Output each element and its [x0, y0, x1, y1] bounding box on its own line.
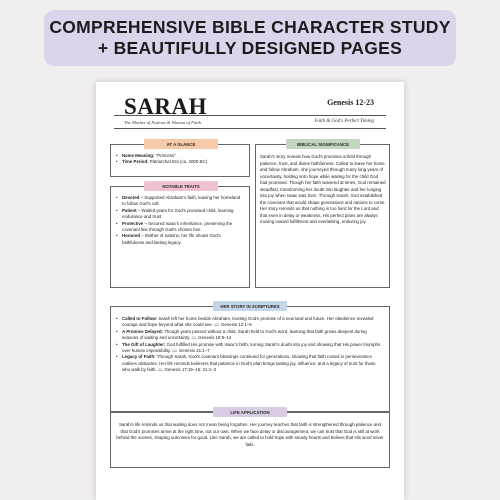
list-item: • The Gift of Laughter: God fulfilled His promise with Isaac's birth, turning Sarah's doubt into joy and showing that His power triumphs over human impossibility. 📖 Genesis 21:1–7 [116, 342, 384, 355]
header-rule-top [114, 115, 386, 116]
page-title: SARAH [124, 94, 208, 119]
biblical-significance-text: Sarah's story reveals how God's promises unfold through patience, trust, and divine faithfulness. Called to leave her home and follow Abraham, she journeyed through many long years of uncertainty, holding onto hope while waiting for the child God had promised. Though her faith wavered at times, God remained steadfast, transforming her doubt into laughter and her longing into joy when Isaac was born. Through Sarah, God established the covenant that would shape generations and nations to come. Her story reminds us that nothing is too hard for the Lord and that even in delay or weakness, His perfect plans are always moving toward fulfillment and everlasting, enduring joy. [260, 154, 386, 224]
list-item: • Patient – Waited years for God's promised child, learning endurance and trust. [116, 208, 244, 221]
header-rule-bottom [114, 128, 386, 129]
life-application-text: Sarah's life reminds us that waiting does not mean being forgotten. Her journey teaches that faith is strengthened through patience and that God's promises arrive at the right time, not our own. When we face delay or discouragement, we can trust that God is still at work behind the scenes, shaping outcomes for good. Like Sarah, we are called to hold hope with steady hearts and believe that His word never fails. [116, 422, 384, 447]
list-item: • A Promise Delayed: Though years passed without a child, Sarah held to God's word, learning that faith grows deepest during seasons of waiting and uncertainty. 📖 Genesis 18:9–14 [116, 329, 384, 342]
banner-line-2: + BEAUTIFULLY DESIGNED PAGES [97, 38, 403, 58]
biblical-significance-heading: BIBLICAL SIGNIFICANCE [286, 139, 360, 149]
her-story-heading: HER STORY IN SCRIPTURES [213, 301, 287, 311]
reference-subtitle: Faith & God's Perfect Timing [314, 119, 374, 124]
list-item: • Called to Follow: Sarah left her home beside Abraham, trusting God's promise of a new land and future. Her obedience revealed courage and hope beyond what she could see. 📖 Genesis 12:1–5 [116, 316, 384, 329]
list-item: • Devoted – Supported Abraham's faith, leaving her homeland to follow God's call. [116, 195, 244, 208]
list-item: • Protective – Secured Isaac's inheritance, preserving the covenant line through God's chosen heir. [116, 221, 244, 234]
notable-traits-heading: NOTABLE TRAITS [144, 181, 218, 191]
at-a-glance-list [116, 153, 244, 166]
list-item: • Honored – Mother of nations, her life shows God's faithfulness and lasting legacy. [116, 233, 244, 246]
banner-line-1: COMPREHENSIVE BIBLE CHARACTER STUDY [49, 17, 451, 37]
scripture-reference: Genesis 12-23 [327, 98, 374, 107]
list-item: • Legacy of Faith: Through Sarah, God's covenant blessings continued for generations, showing that faith rooted in perseverance outlives obstacles. Her life reminds believers that patience in God's plan brings lasting joy, influence, and a legacy of trust for those who walk by faith. 📖 Genesis 17:15–16; 21:1–3 [116, 354, 384, 373]
life-application-heading: LIFE APPLICATION [213, 407, 287, 417]
study-page [96, 82, 404, 500]
her-story-list [116, 316, 384, 374]
notable-traits-list [116, 195, 244, 246]
list-item: • Name Meaning: "Princess" [116, 153, 244, 159]
page-subtitle: The Mother of Nations & Woman of Faith [124, 120, 202, 125]
at-a-glance-heading: AT A GLANCE [144, 139, 218, 149]
list-item: • Time Period: Patriarchal Era (ca. 2000 BC) [116, 159, 244, 165]
banner [44, 10, 456, 66]
